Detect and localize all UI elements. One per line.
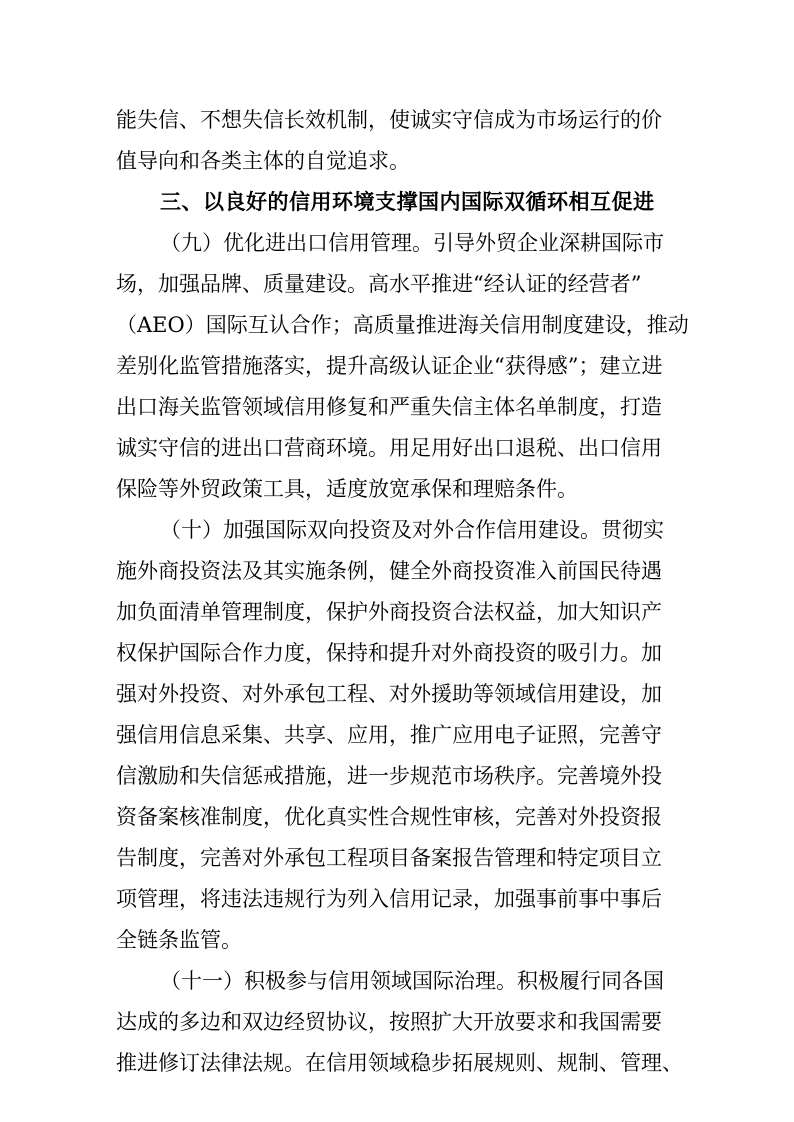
section-heading: 三、以良好的信用环境支撑国内国际双循环相互促进 [160,190,655,214]
text-line: 资备案核准制度，优化真实性合规性审核，完善对外投资报 [116,805,662,829]
text-line: （AEO）国际互认合作；高质量推进海关信用制度建设，推动 [116,313,689,337]
text-line: 保险等外贸政策工具，适度放宽承保和理赔条件。 [116,477,578,501]
text-line: 告制度，完善对外承包工程项目备案报告管理和特定项目立 [116,846,662,870]
text-line: 权保护国际合作力度，保持和提升对外商投资的吸引力。加 [116,641,662,665]
text-line: 强对外投资、对外承包工程、对外援助等领域信用建设，加 [116,682,662,706]
text-line: 施外商投资法及其实施条例，健全外商投资准入前国民待遇 [116,559,662,583]
paragraph-heading-line: （十一）积极参与信用领域国际治理。积极履行同各国 [160,969,664,993]
document-page [116,100,689,1084]
text-line: 强信用信息采集、共享、应用，推广应用电子证照，完善守 [116,723,662,747]
paragraph-heading-line: （九）优化进出口信用管理。引导外贸企业深耕国际市 [160,231,664,255]
text-line: 信激励和失信惩戒措施，进一步规范市场秩序。完善境外投 [116,764,662,788]
text-line: 加负面清单管理制度，保护外商投资合法权益，加大知识产 [116,600,662,624]
text-line: 场，加强品牌、质量建设。高水平推进“经认证的经营者” [116,272,642,296]
paragraph-heading-line: （十）加强国际双向投资及对外合作信用建设。贯彻实 [160,518,664,542]
text-line: 出口海关监管领域信用修复和严重失信主体名单制度，打造 [116,395,662,419]
text-line: 推进修订法律法规。在信用领域稳步拓展规则、规制、管理、 [116,1051,683,1075]
text-line: 项管理，将违法违规行为列入信用记录，加强事前事中事后 [116,887,662,911]
text-line: 值导向和各类主体的自觉追求。 [116,149,410,173]
text-line: 诚实守信的进出口营商环境。用足用好出口退税、出口信用 [116,436,662,460]
text-line: 全链条监管。 [116,928,242,952]
text-line: 能失信、不想失信长效机制，使诚实守信成为市场运行的价 [116,108,662,132]
text-line: 差别化监管措施落实，提升高级认证企业“获得感”；建立进 [116,354,663,378]
text-line: 达成的多边和双边经贸协议，按照扩大开放要求和我国需要 [116,1010,662,1034]
